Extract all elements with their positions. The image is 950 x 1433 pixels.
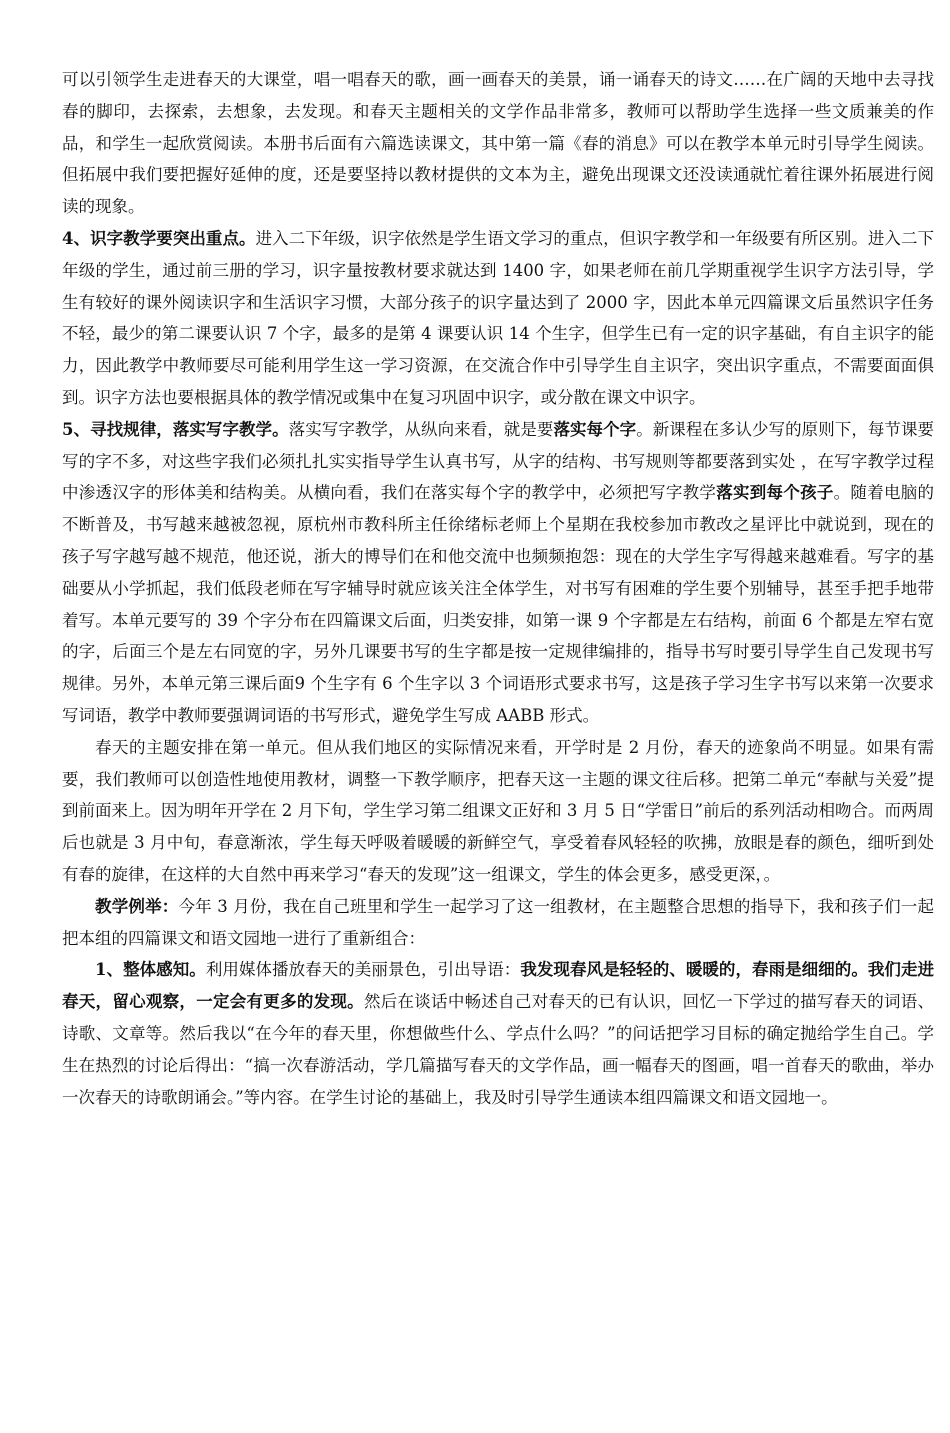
emphasis-text: 落实每个字 <box>553 419 637 439</box>
paragraph-teaching-example <box>62 891 934 955</box>
paragraph-text: 然后在谈话中畅述自己对春天的已有认识，回忆一下学过的描写春天的词语、诗歌、文章等。然后我以“在今年的春天里，你想做些什么、学点什么吗？”的问话把学习目标的确定抛给学生自己。学生在热烈的讨论后得出：“搞一次春游活动，学几篇描写春天的文学作品，画一幅春天的图画，唱一首春天的歌曲，举办一次春天的诗歌朗诵会。”等内容。在学生讨论的基础上，我及时引导学生通读本组四篇课文和语文园地一。 <box>62 992 935 1107</box>
emphasis-text: 我发现春风是轻轻的、暖暖的，春雨是细细的。我们走进春天，留心观察，一定会有更多的发现。 <box>62 960 935 1012</box>
paragraph-text: 。新课程在多认少写的原则下，每节课要写的字不多，对这些字我们必须扎扎实实指导学生认真书写，从字的结构、书写规则等都要落到实处 ，在写字教学过程中渗透汉字的形体美和结构美。从横向看，我们在落实每个字的教学中，必须把写字教学 <box>62 419 935 503</box>
paragraph-text: 可以引领学生走进春天的大课堂，唱一唱春天的歌，画一画春天的美景，诵一诵春天的诗文……在广阔的天地中去寻找春的脚印，去探索，去想象，去发现。和春天主题相关的文学作品非常多，教师可以帮助学生选择一些文质兼美的作品，和学生一起欣赏阅读。本册书后面有六篇选读课文，其中第一篇《春的消息》可以在教学本单元时引导学生阅读。但拓展中我们要把握好延伸的度，还是要坚持以教材提供的文本为主，避免出现课文还没读通就忙着往课外拓展进行阅读的现象。 <box>62 70 934 217</box>
paragraph-text: 利用媒体播放春天的美丽景色，引出导语： <box>205 960 521 980</box>
paragraph-heading: 5、寻找规律，落实写字教学。 <box>62 419 289 439</box>
paragraph-overall-perception <box>62 954 934 1113</box>
paragraph-heading: 4、识字教学要突出重点。 <box>62 228 256 248</box>
paragraph-heading: 1、整体感知。 <box>95 960 206 980</box>
emphasis-text: 落实到每个孩子 <box>716 483 834 503</box>
paragraph-text: 。随着电脑的不断普及，书写越来越被忽视，原杭州市教科所主任徐绪标老师上个星期在我校参加市教改之星评比中就说到，现在的孩子写字越写越不规范，他还说，浙大的博导们在和他交流中也频频抱怨：现在的大学生字写得越来越难看。写字的基础要从小学抓起，我们低段老师在写字辅导时就应该关注全体学生，对书写有困难的学生要个别辅导，甚至手把手地带着写。本单元要写的 39 个字分布在四篇课文后面，归类安排，如第一课 9 个字都是左右结构，前面 6 个都是左窄右宽的字，后面三个是左右同宽的字，另外几课要书写的生字都是按一定规律编排的，指导书写时要引导学生自己发现书写规律。另外，本单元第三课后面9 个生字有 6 个生字以 3 个词语形式要求书写，这是孩子学习生字书写以来第一次要求写词语，教学中教师要强调词语的书写形式，避免学生写成 AABB 形式。 <box>62 483 935 725</box>
paragraph-spring-reading <box>62 64 934 223</box>
paragraph-text: 春天的主题安排在第一单元。但从我们地区的实际情况来看，开学时是 2 月份，春天的迹象尚不明显。如果有需要，我们教师可以创造性地使用教材，调整一下教学顺序，把春天这一主题的课文往后移。把第二单元“奉献与关爱”提到前面来上。因为明年开学在 2 月下旬，学生学习第二组课文正好和 3 月 5 日“学雷日”前后的系列活动相吻合。而两周后也就是 3 月中旬，春意渐浓，学生每天呼吸着暖暖的新鲜空气，享受着春风轻轻的吹拂，放眼是春的颜色，细听到处有春的旋律，在这样的大自然中再来学习“春天的发现”这一组课文，学生的体会更多，感受更深，。 <box>62 737 934 884</box>
paragraph-text: 今年 3 月份，我在自己班里和学生一起学习了这一组教材，在主题整合思想的指导下，我和孩子们一起把本组的四篇课文和语文园地一进行了重新组合： <box>62 896 934 948</box>
document-page <box>62 64 934 1113</box>
paragraph-spring-unit-order <box>62 732 934 891</box>
paragraph-text: 落实写字教学，从纵向来看，就是要 <box>288 419 554 439</box>
paragraph-text: 进入二下年级，识字依然是学生语文学习的重点，但识字教学和一年级要有所区别。进入二下年级的学生，通过前三册的学习，识字量按教材要求就达到 1400 字，如果老师在前几学期重视学生识字方法引导，学生有较好的课外阅读识字和生活识字习惯，大部分孩子的识字量达到了 2000 字，因此本单元四篇课文后虽然识字任务不轻，最少的第二课要认识 7 个字，最多的是第 4 课要认识 14 个生字，但学生已有一定的识字基础，有自主识字的能力，因此教学中教师要尽可能利用学生这一学习资源，在交流合作中引导学生自主识字，突出识字重点，不需要面面俱到。识字方法也要根据具体的教学情况或集中在复习巩固中识字，或分散在课文中识字。 <box>62 228 934 407</box>
paragraph-writing-teaching <box>62 414 934 732</box>
paragraph-heading: 教学例举： <box>95 896 179 916</box>
paragraph-literacy-teaching <box>62 223 934 414</box>
